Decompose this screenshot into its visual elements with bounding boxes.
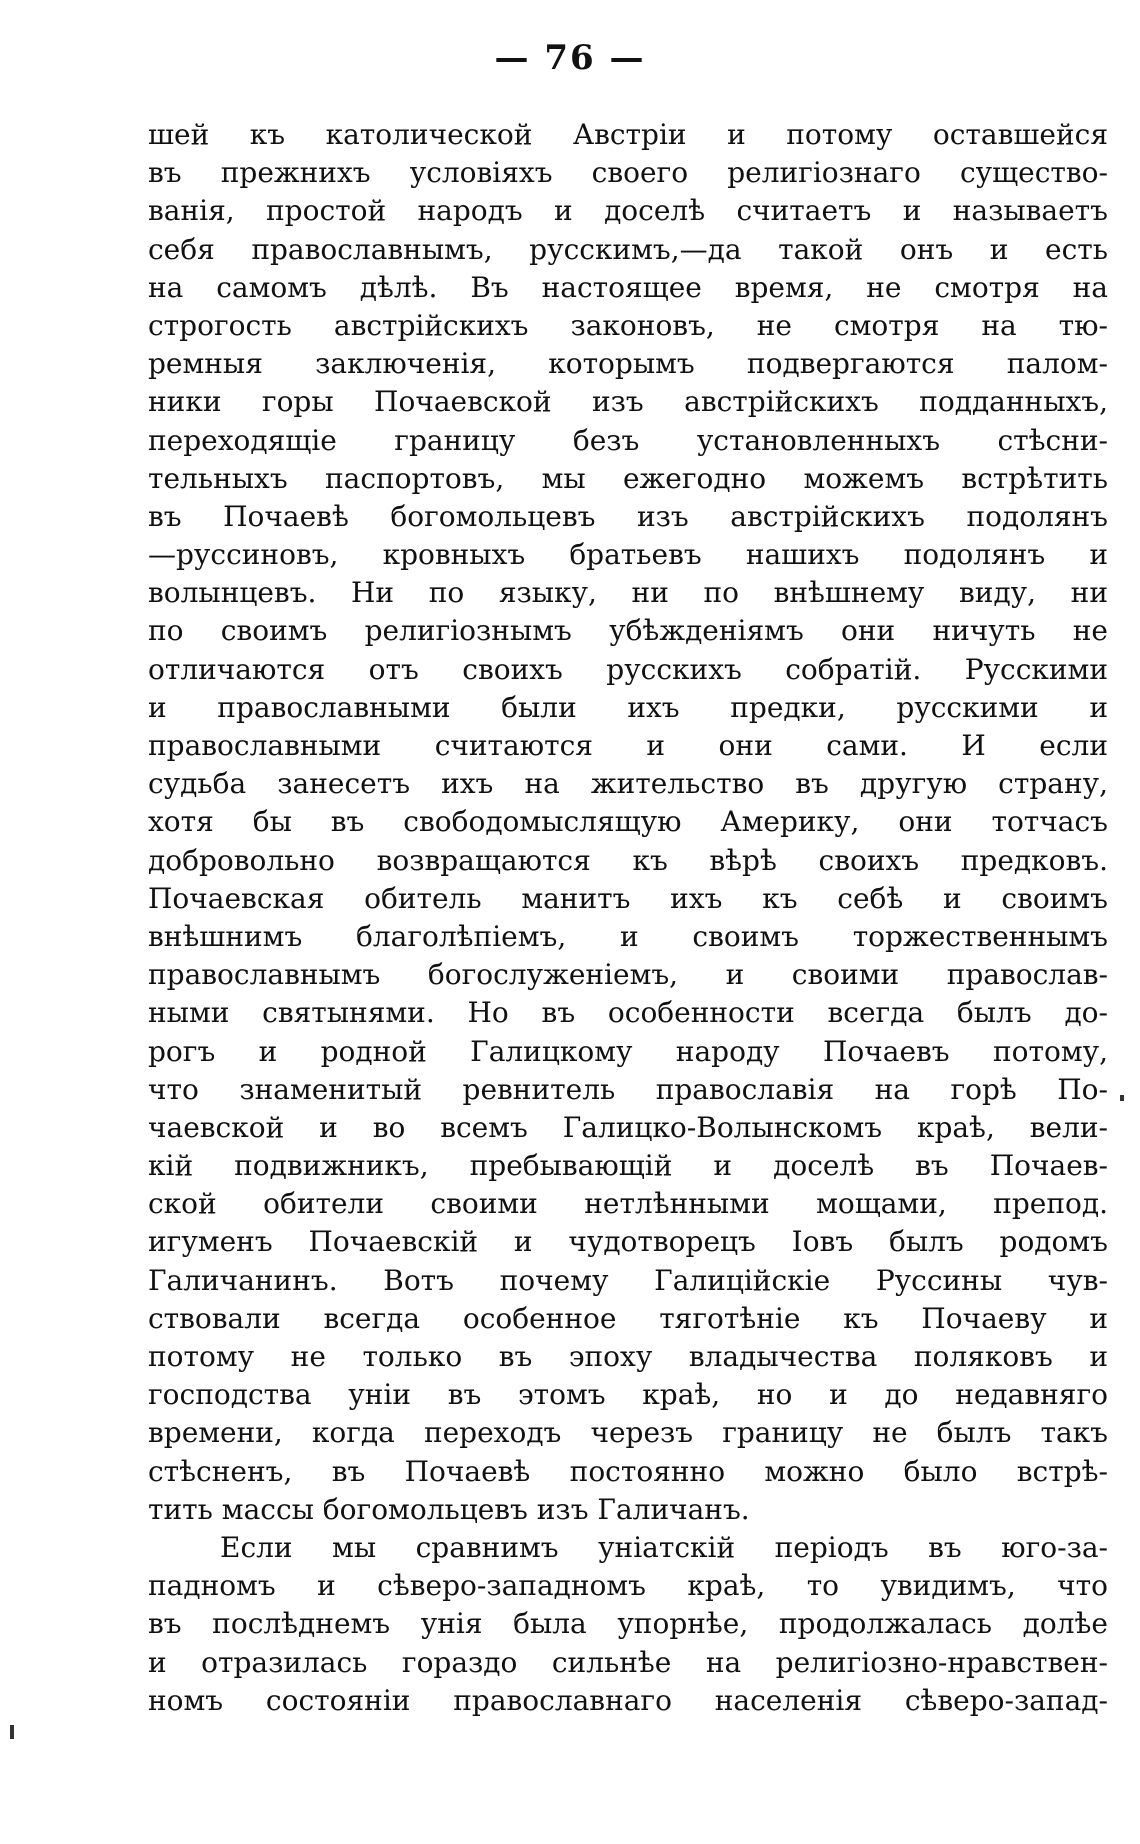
text-line: шей къ католической Австріи и потому оставшейся	[148, 118, 1108, 151]
text-line: переходящіе границу безъ установленныхъ стѣсни-	[148, 423, 1108, 457]
text-line: ванія, простой народъ и доселѣ считаетъ и называетъ	[148, 194, 1108, 228]
body-text	[148, 116, 1108, 1720]
text-line: въ Почаевѣ богомольцевъ изъ австрійскихъ подолянъ	[148, 499, 1108, 533]
paragraph-end-line: тить массы богомольцевъ изъ Галичанъ.	[148, 1492, 750, 1526]
text-line: тельныхъ паспортовъ, мы ежегодно можемъ встрѣтить	[148, 461, 1108, 495]
text-line: что знаменитый ревнитель православія на горѣ По-	[148, 1072, 1108, 1106]
text-line: ремныя заключенія, которымъ подвергаются палом-	[148, 347, 1108, 381]
text-line: волынцевъ. Ни по языку, ни по внѣшнему виду, ни	[148, 576, 1108, 610]
text-line: въ прежнихъ условіяхъ своего религіознаго существо-	[148, 156, 1108, 190]
text-line: строгость австрійскихъ законовъ, не смотря на тю-	[148, 308, 1108, 342]
text-line: внѣшнимъ благолѣпіемъ, и своимъ торжественнымъ	[148, 919, 1108, 953]
text-line: стѣсненъ, въ Почаевѣ постоянно можно было встрѣ-	[148, 1454, 1108, 1488]
text-line: игуменъ Почаевскій и чудотворецъ Іовъ былъ родомъ	[148, 1225, 1108, 1259]
text-line: ными святынями. Но въ особенности всегда былъ до-	[148, 996, 1108, 1030]
text-line: православнымъ богослуженіемъ, и своими православ-	[148, 958, 1108, 992]
page-number: — 76 —	[494, 38, 646, 78]
text-line: отличаются отъ своихъ русскихъ собратій. Русскими	[148, 652, 1108, 686]
text-line: себя православнымъ, русскимъ,—да такой онъ и есть	[148, 232, 1108, 266]
text-line: и православными были ихъ предки, русскими и	[148, 690, 1108, 724]
text-line: на самомъ дѣлѣ. Въ настоящее время, не смотря на	[148, 270, 1108, 304]
text-line: времени, когда переходъ черезъ границу не былъ такъ	[148, 1416, 1108, 1450]
scan-speck	[1120, 1095, 1124, 1101]
text-line: господства уніи въ этомъ краѣ, но и до недавняго	[148, 1378, 1108, 1412]
text-line: Галичанинъ. Вотъ почему Галиційскіе Руссины чув-	[148, 1263, 1108, 1297]
text-line: ской обители своими нетлѣнными мощами, препод.	[148, 1187, 1108, 1221]
text-line: и отразилась гораздо сильнѣе на религіозно-нравствен-	[148, 1645, 1108, 1679]
text-line: потому не только въ эпоху владычества поляковъ и	[148, 1340, 1108, 1373]
paragraph-start-line: Если мы сравнимъ уніатскій періодъ въ юго-за-	[220, 1530, 1108, 1564]
text-line: рогъ и родной Галицкому народу Почаевъ потому,	[148, 1034, 1108, 1068]
text-line: чаевской и во всемъ Галицко-Волынскомъ краѣ, вели-	[148, 1110, 1108, 1144]
text-line: добровольно возвращаются къ вѣрѣ своихъ предковъ.	[148, 843, 1108, 877]
text-line: ствовали всегда особенное тяготѣніе къ Почаеву и	[148, 1301, 1108, 1335]
text-line: падномъ и сѣверо-западномъ краѣ, то увидимъ, что	[148, 1569, 1108, 1603]
text-line: православными считаются и они сами. И если	[148, 729, 1108, 762]
text-line: —руссиновъ, кровныхъ братьевъ нашихъ подолянъ и	[148, 538, 1108, 572]
text-line: хотя бы въ свободомыслящую Америку, они тотчасъ	[148, 805, 1108, 839]
text-line: Почаевская обитель манитъ ихъ къ себѣ и своимъ	[148, 881, 1108, 915]
text-line: по своимъ религіознымъ убѣжденіямъ они ничуть не	[148, 614, 1108, 648]
text-line: судьба занесетъ ихъ на жительство въ другую страну,	[148, 767, 1108, 801]
scan-speck	[10, 1725, 14, 1739]
text-line: въ послѣднемъ унія была упорнѣе, продолжалась долѣе	[148, 1607, 1108, 1641]
text-line: ники горы Почаевской изъ австрійскихъ подданныхъ,	[148, 385, 1108, 419]
text-line: кій подвижникъ, пребывающій и доселѣ въ Почаев-	[148, 1149, 1108, 1183]
text-line: номъ состояніи православнаго населенія сѣверо-запад-	[148, 1683, 1108, 1717]
